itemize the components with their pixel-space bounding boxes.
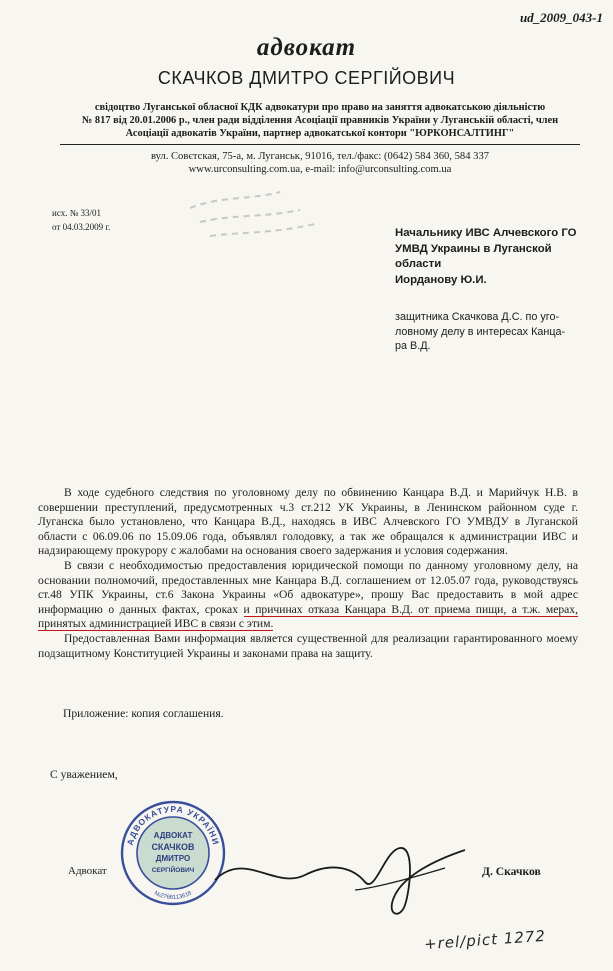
outgoing-reference — [52, 206, 110, 234]
seal-center-line: СЕРГІЙОВИЧ — [151, 867, 195, 874]
highlighted-request: и причинах отказа Канцара В.Д. от приема пищи, а т.ж. мерах, принятых администрацией ИВС в связи с этим. — [38, 602, 579, 631]
recipient-line: Иорданову Ю.И. — [395, 273, 487, 286]
seal-code-text: №2766113618 — [153, 890, 193, 902]
body-paragraph-1: В ходе судебного следствия по уголовному делу по обвинению Канцара В.Д. и Марийчук Н.В. в совершении преступлений, предусмотренных ч.3 ст.212 УК Украины, в Ленинском районном суде г. Луганска было установлено, что Канцара В.Д., находясь в ИВС Алчевского ГО УМВДУ в Луганской области с 06.09.06 по 15.09.06 года, объявлял голодовку, а так же обращался к администрации ИВС и надзирающему прокурору с жалобами на основания своего задержания и условия содержания. — [38, 486, 578, 558]
seal-center-line: ДМИТРО — [155, 854, 191, 863]
signer-name: Д. Скачков — [482, 865, 541, 878]
svg-text:№2766113618 — [153, 890, 193, 901]
handwritten-signature — [205, 820, 495, 925]
credentials-line: свідоцтво Луганської обласної КДК адвокатури про право на заняття адвокатською діяльністю — [94, 102, 546, 113]
letterhead-name: СКАЧКОВ ДМИТРО СЕРГІЙОВИЧ — [157, 68, 456, 88]
body-paragraph-3: Предоставленная Вами информация является существенной для реализации гарантированного моему подзащитному Конституцией Украины и законами права на защиту. — [38, 631, 578, 660]
sender-line: защитника Скачкова Д.С. по уго- — [395, 311, 560, 323]
attachment-note: Приложение: копия соглашения. — [63, 707, 224, 720]
letterhead-credentials — [60, 101, 580, 140]
seal-center-line: СКАЧКОВ — [151, 842, 195, 852]
recipient-line: Начальнику ИВС Алчевского ГО — [395, 227, 577, 239]
seal-inner-ring — [137, 817, 209, 889]
letterhead-divider — [60, 144, 580, 145]
letterhead-web: www.urconsulting.com.ua, e-mail: info@urconsulting.com.ua — [188, 164, 452, 175]
seal-center-line: АДВОКАТ — [153, 831, 193, 840]
letter-body — [38, 486, 578, 661]
recipient-line: области — [395, 258, 442, 270]
body-paragraph-2-text: В связи с необходимостью предоставления юридической помощи по данному уголовному делу, на основании полномочий, предоставленных мне Канцара В.Д. соглашением от 12.05.07 года, руководствуясь ст.48 УПК Украины, ст.6 Закона Украины «Об адвокатуре», прошу Вас предоставить в мой адрес информацию о данных фактах, сроках — [38, 558, 578, 616]
sender-block — [395, 310, 605, 354]
document-id: ud_2009_043-1 — [519, 10, 603, 25]
seal-outer-text: АДВОКАТУРА УКРАЇНИ — [124, 803, 222, 847]
credentials-line: № 817 від 20.01.2006 р., член ради відділення Асоціації правників України у Луганській області, член — [81, 115, 559, 126]
recipient-block — [395, 226, 605, 288]
sender-line: ловному делу в интересах Канца- — [395, 325, 566, 338]
body-paragraph-2 — [38, 559, 578, 632]
closing-regards: С уважением, — [50, 768, 118, 781]
letterhead-contacts — [100, 150, 540, 176]
letterhead-title: адвокат — [256, 34, 357, 61]
outgoing-number: исх. № 33/01 — [52, 208, 102, 218]
faint-stamp-mark — [180, 188, 330, 248]
handwritten-note: +rel/pict 1272 — [423, 926, 547, 954]
letterhead-address: вул. Совєтская, 75-а, м. Луганськ, 91016, тел./факс: (0642) 584 360, 584 337 — [150, 151, 490, 162]
outgoing-date: от 04.03.2009 г. — [52, 222, 111, 232]
sender-line: ра В.Д. — [395, 340, 431, 352]
recipient-line: УМВД Украины в Луганской — [395, 242, 552, 255]
signature-role: Адвокат — [68, 865, 107, 877]
credentials-line: Асоціації адвокатів України, партнер адвокатської контори "ЮРКОНСАЛТИНГ" — [125, 128, 515, 139]
